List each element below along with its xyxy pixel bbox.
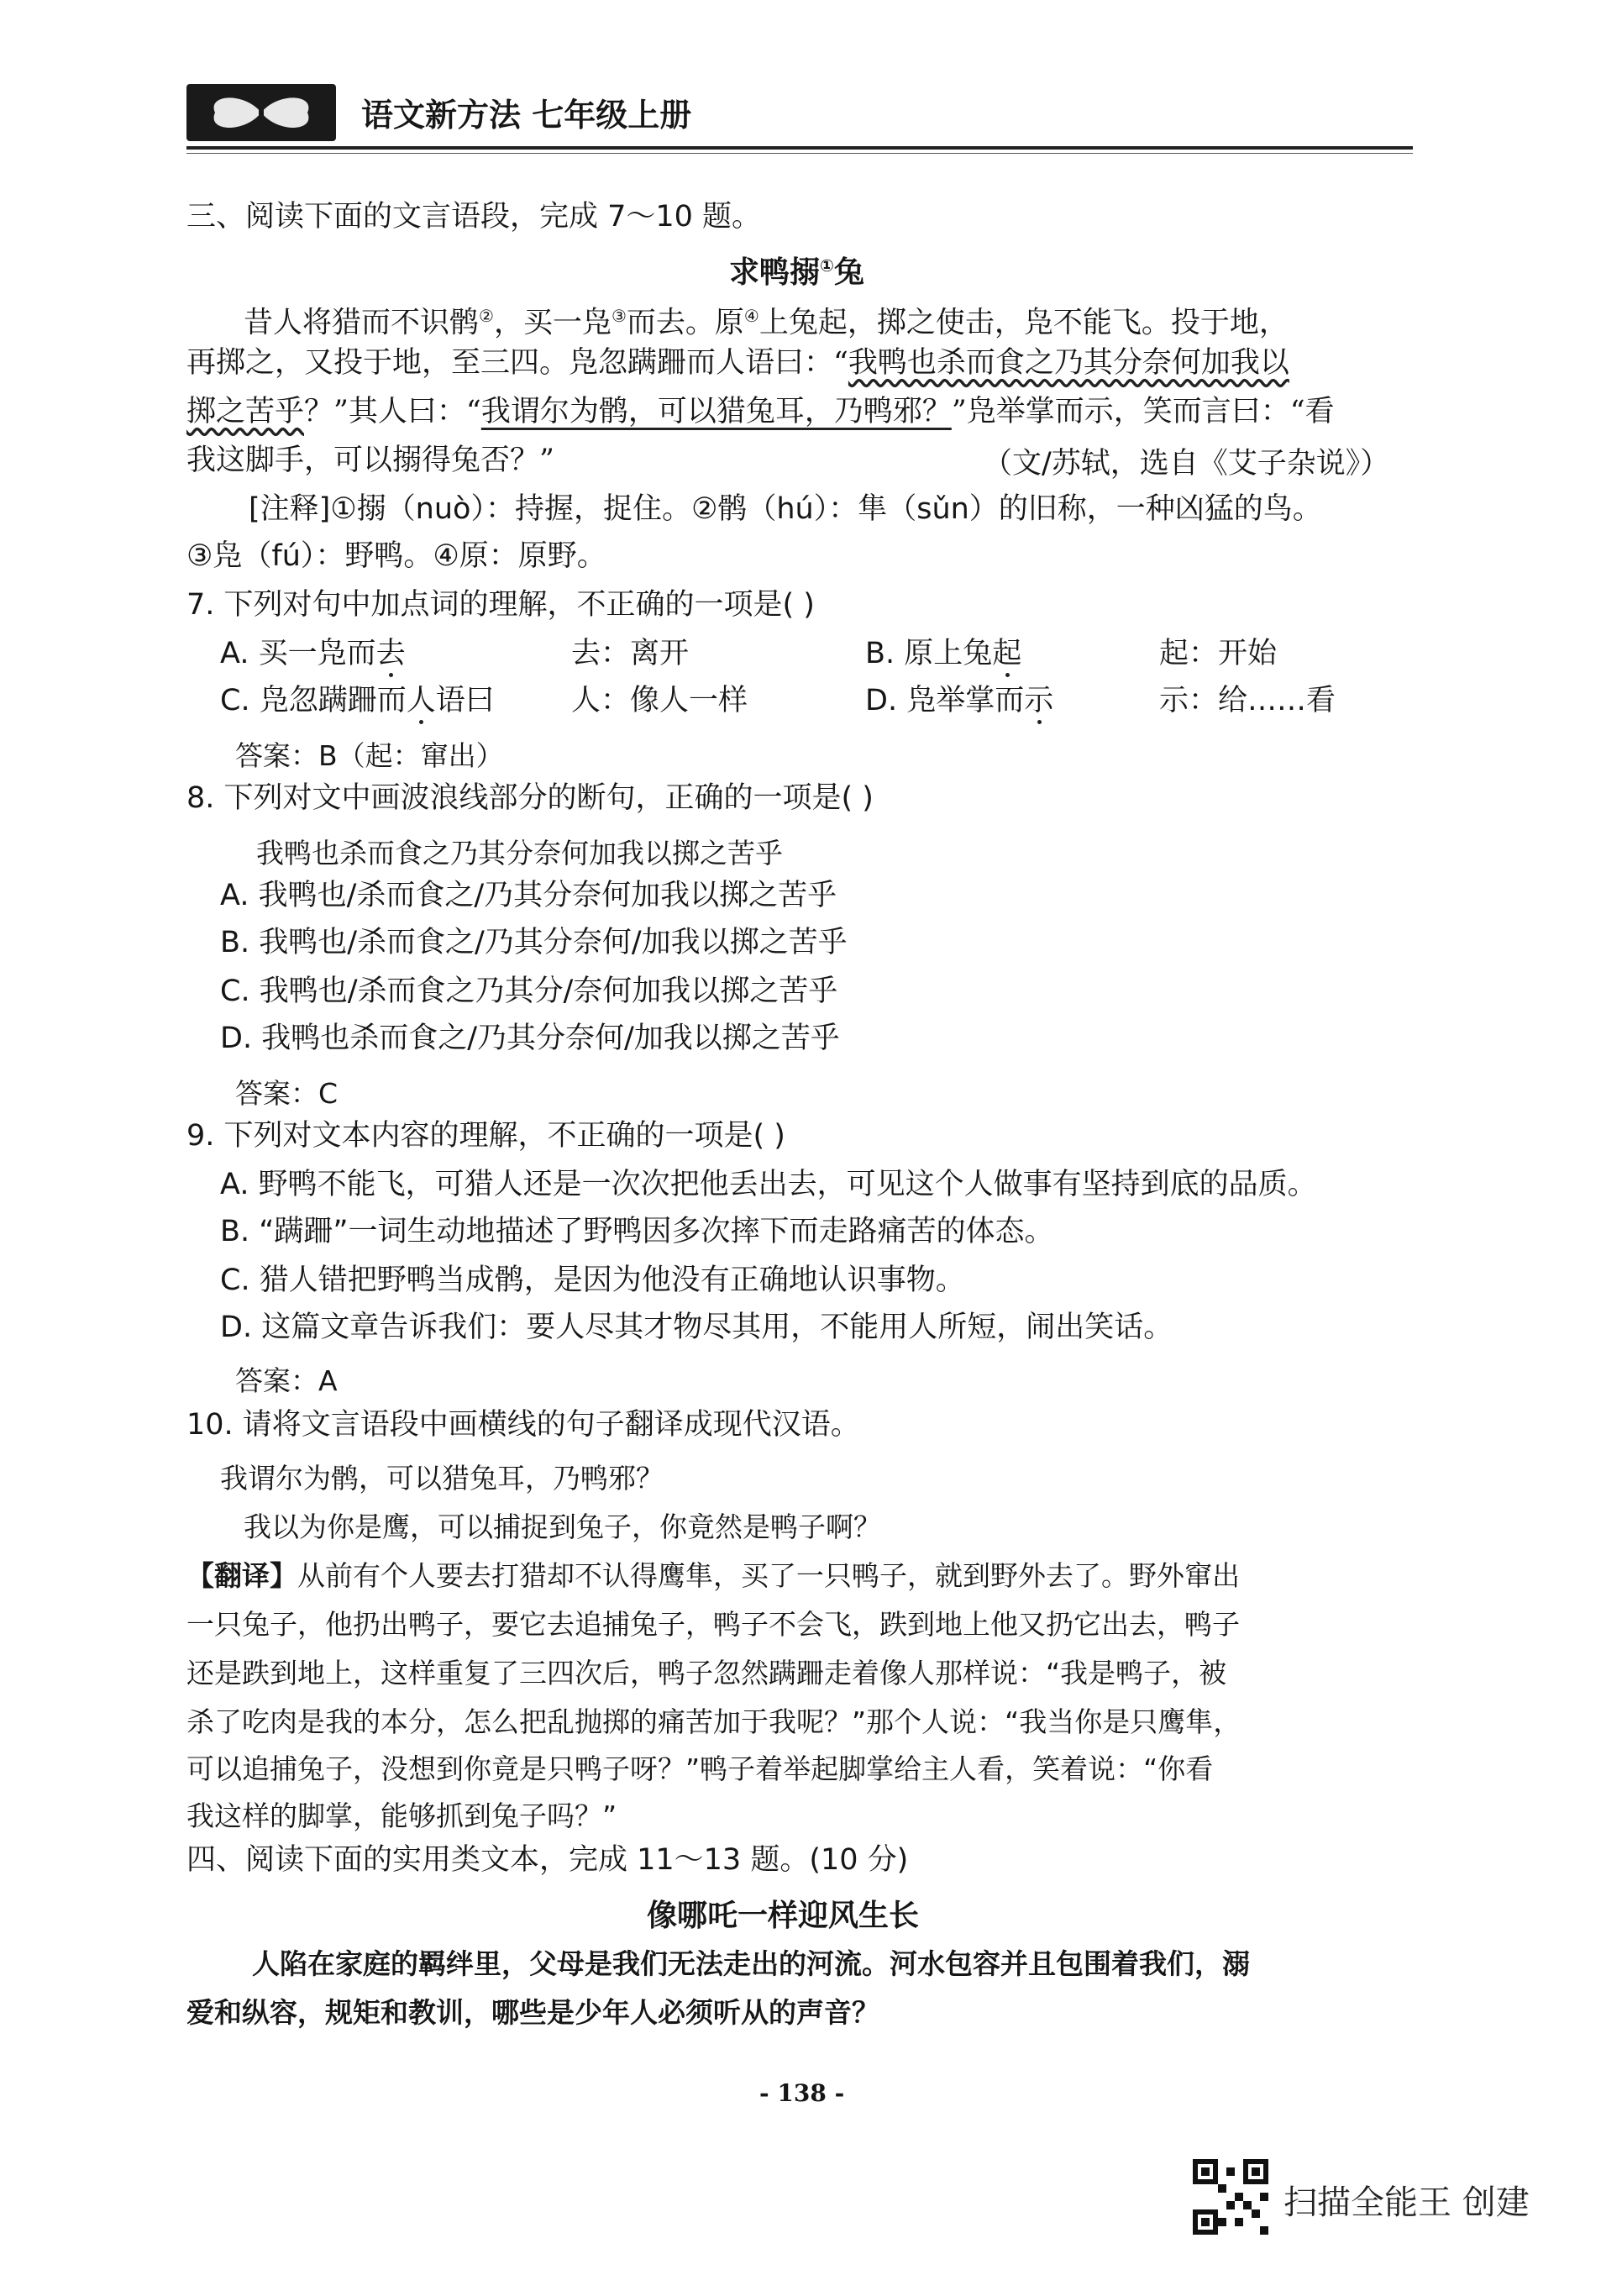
q7-option-c-explain: 人：像人一样 bbox=[571, 684, 748, 717]
article-line-2: 爱和纵容，规矩和教训，哪些是少年人必须听从的声音？ bbox=[186, 1996, 879, 2029]
q10-quote: 我谓尔为鹘，可以猎兔耳，乃鸭邪？ bbox=[220, 1462, 664, 1495]
translation-line-4: 杀了吃肉是我的本分，怎么把乱抛掷的痛苦加于我呢？”那个人说：“我当你是只鹰隼， bbox=[186, 1705, 1241, 1738]
q8-option-b: B. 我鸭也/杀而食之/乃其分奈何/加我以掷之苦乎 bbox=[220, 926, 848, 959]
q9-option-a: A. 野鸭不能飞，可猎人还是一次次把他丢出去，可见这个人做事有坚持到底的品质。 bbox=[220, 1168, 1317, 1201]
article-line-1: 人陷在家庭的羁绊里，父母是我们无法走出的河流。河水包容并且包围着我们，溺 bbox=[252, 1947, 1250, 1980]
scanner-watermark: 扫描全能王 创建 bbox=[1283, 2183, 1530, 2222]
page-number: - 138 - bbox=[759, 2079, 845, 2107]
header-rule bbox=[186, 146, 1413, 150]
q8-answer: 答案：C bbox=[235, 1077, 339, 1110]
annotation-line-2: ③凫（fú）：野鸭。④原：原野。 bbox=[186, 539, 606, 573]
q7-option-b-explain: 起：开始 bbox=[1159, 637, 1278, 670]
q7-option-d-explain: 示：给……看 bbox=[1159, 684, 1336, 717]
q7-option-b: B. 原上兔起 bbox=[865, 637, 1022, 670]
q9-answer: 答案：A bbox=[235, 1364, 338, 1397]
translation-line-2: 一只兔子，他扔出鸭子，要它去追捕兔子，鸭子不会飞，跌到地上他又扔它出去，鸭子 bbox=[186, 1608, 1240, 1641]
q9-stem: 9. 下列对文本内容的理解，不正确的一项是( ) bbox=[186, 1119, 785, 1153]
q8-option-a: A. 我鸭也/杀而食之/乃其分奈何加我以掷之苦乎 bbox=[220, 879, 837, 912]
passage-source: （文/苏轼，选自《艾子杂说》） bbox=[983, 447, 1390, 481]
q7-option-c: C. 凫忽蹒跚而人语曰 bbox=[220, 684, 495, 717]
passage-line-4: 我这脚手，可以搦得兔否？” bbox=[186, 444, 554, 477]
q8-option-d: D. 我鸭也杀而食之/乃其分奈何/加我以掷之苦乎 bbox=[220, 1022, 840, 1055]
publisher-logo bbox=[186, 84, 336, 141]
article-title: 像哪吒一样迎风生长 bbox=[647, 1899, 920, 1933]
section4-heading: 四、阅读下面的实用类文本，完成 11～13 题。(10 分) bbox=[186, 1843, 909, 1877]
q7-option-d: D. 凫举掌而示 bbox=[865, 684, 1054, 717]
section3-heading: 三、阅读下面的文言语段，完成 7～10 题。 bbox=[186, 200, 762, 234]
q8-stem: 8. 下列对文中画波浪线部分的断句，正确的一项是( ) bbox=[186, 781, 874, 815]
passage-line-3: 掷之苦乎？”其人曰：“我谓尔为鹘，可以猎兔耳，乃鸭邪？”凫举掌而示，笑而言曰：“看 bbox=[186, 395, 1335, 428]
q9-option-d: D. 这篇文章告诉我们：要人尽其才物尽其用，不能用人所短，闹出笑话。 bbox=[220, 1311, 1173, 1344]
qr-code-icon bbox=[1193, 2159, 1268, 2235]
passage-line-1: 昔人将猎而不识鹘②，买一凫③而去。原④上兔起，掷之使击，凫不能飞。投于地， bbox=[244, 306, 1289, 340]
q7-option-a-explain: 去：离开 bbox=[571, 637, 690, 670]
translation-line-6: 我这样的脚掌，能够抓到兔子吗？” bbox=[186, 1799, 617, 1832]
translation-line-5: 可以追捕兔子，没想到你竟是只鸭子呀？”鸭子着举起脚掌给主人看，笑着说：“你看 bbox=[186, 1752, 1214, 1785]
q10-answer: 我以为你是鹰，可以捕捉到兔子，你竟然是鸭子啊？ bbox=[244, 1511, 881, 1543]
q7-answer: 答案：B（起：窜出） bbox=[235, 739, 504, 772]
q9-option-c: C. 猎人错把野鸭当成鹘，是因为他没有正确地认识事物。 bbox=[220, 1264, 965, 1297]
q8-quote: 我鸭也杀而食之乃其分奈何加我以掷之苦乎 bbox=[256, 837, 783, 870]
translation-line-1: 【翻译】从前有个人要去打猎却不认得鹰隼，买了一只鸭子，就到野外去了。野外窜出 bbox=[186, 1559, 1240, 1592]
passage-line-2: 再掷之，又投于地，至三四。凫忽蹒跚而人语曰：“我鸭也杀而食之乃其分奈何加我以 bbox=[186, 346, 1289, 380]
header-rule-thin bbox=[186, 153, 1413, 154]
q8-option-c: C. 我鸭也/杀而食之乃其分/奈何加我以掷之苦乎 bbox=[220, 975, 838, 1008]
q7-stem: 7. 下列对句中加点词的理解，不正确的一项是( ) bbox=[186, 588, 815, 622]
q10-stem: 10. 请将文言语段中画横线的句子翻译成现代汉语。 bbox=[186, 1408, 860, 1442]
passage-title: 求鸭搦①兔 bbox=[729, 255, 864, 290]
book-title: 语文新方法 七年级上册 bbox=[361, 97, 692, 134]
q7-option-a: A. 买一凫而去 bbox=[220, 637, 406, 670]
annotation-line-1: [注释]①搦（nuò）：持握，捉住。②鹘（hú）：隼（sǔn）的旧称，一种凶猛的鸟。 bbox=[249, 492, 1322, 526]
translation-line-3: 还是跌到地上，这样重复了三四次后，鸭子忽然蹒跚走着像人那样说：“我是鸭子，被 bbox=[186, 1657, 1227, 1689]
q9-option-b: B. “蹒跚”一词生动地描述了野鸭因多次摔下而走路痛苦的体态。 bbox=[220, 1215, 1054, 1248]
butterfly-logo-icon bbox=[198, 90, 324, 135]
